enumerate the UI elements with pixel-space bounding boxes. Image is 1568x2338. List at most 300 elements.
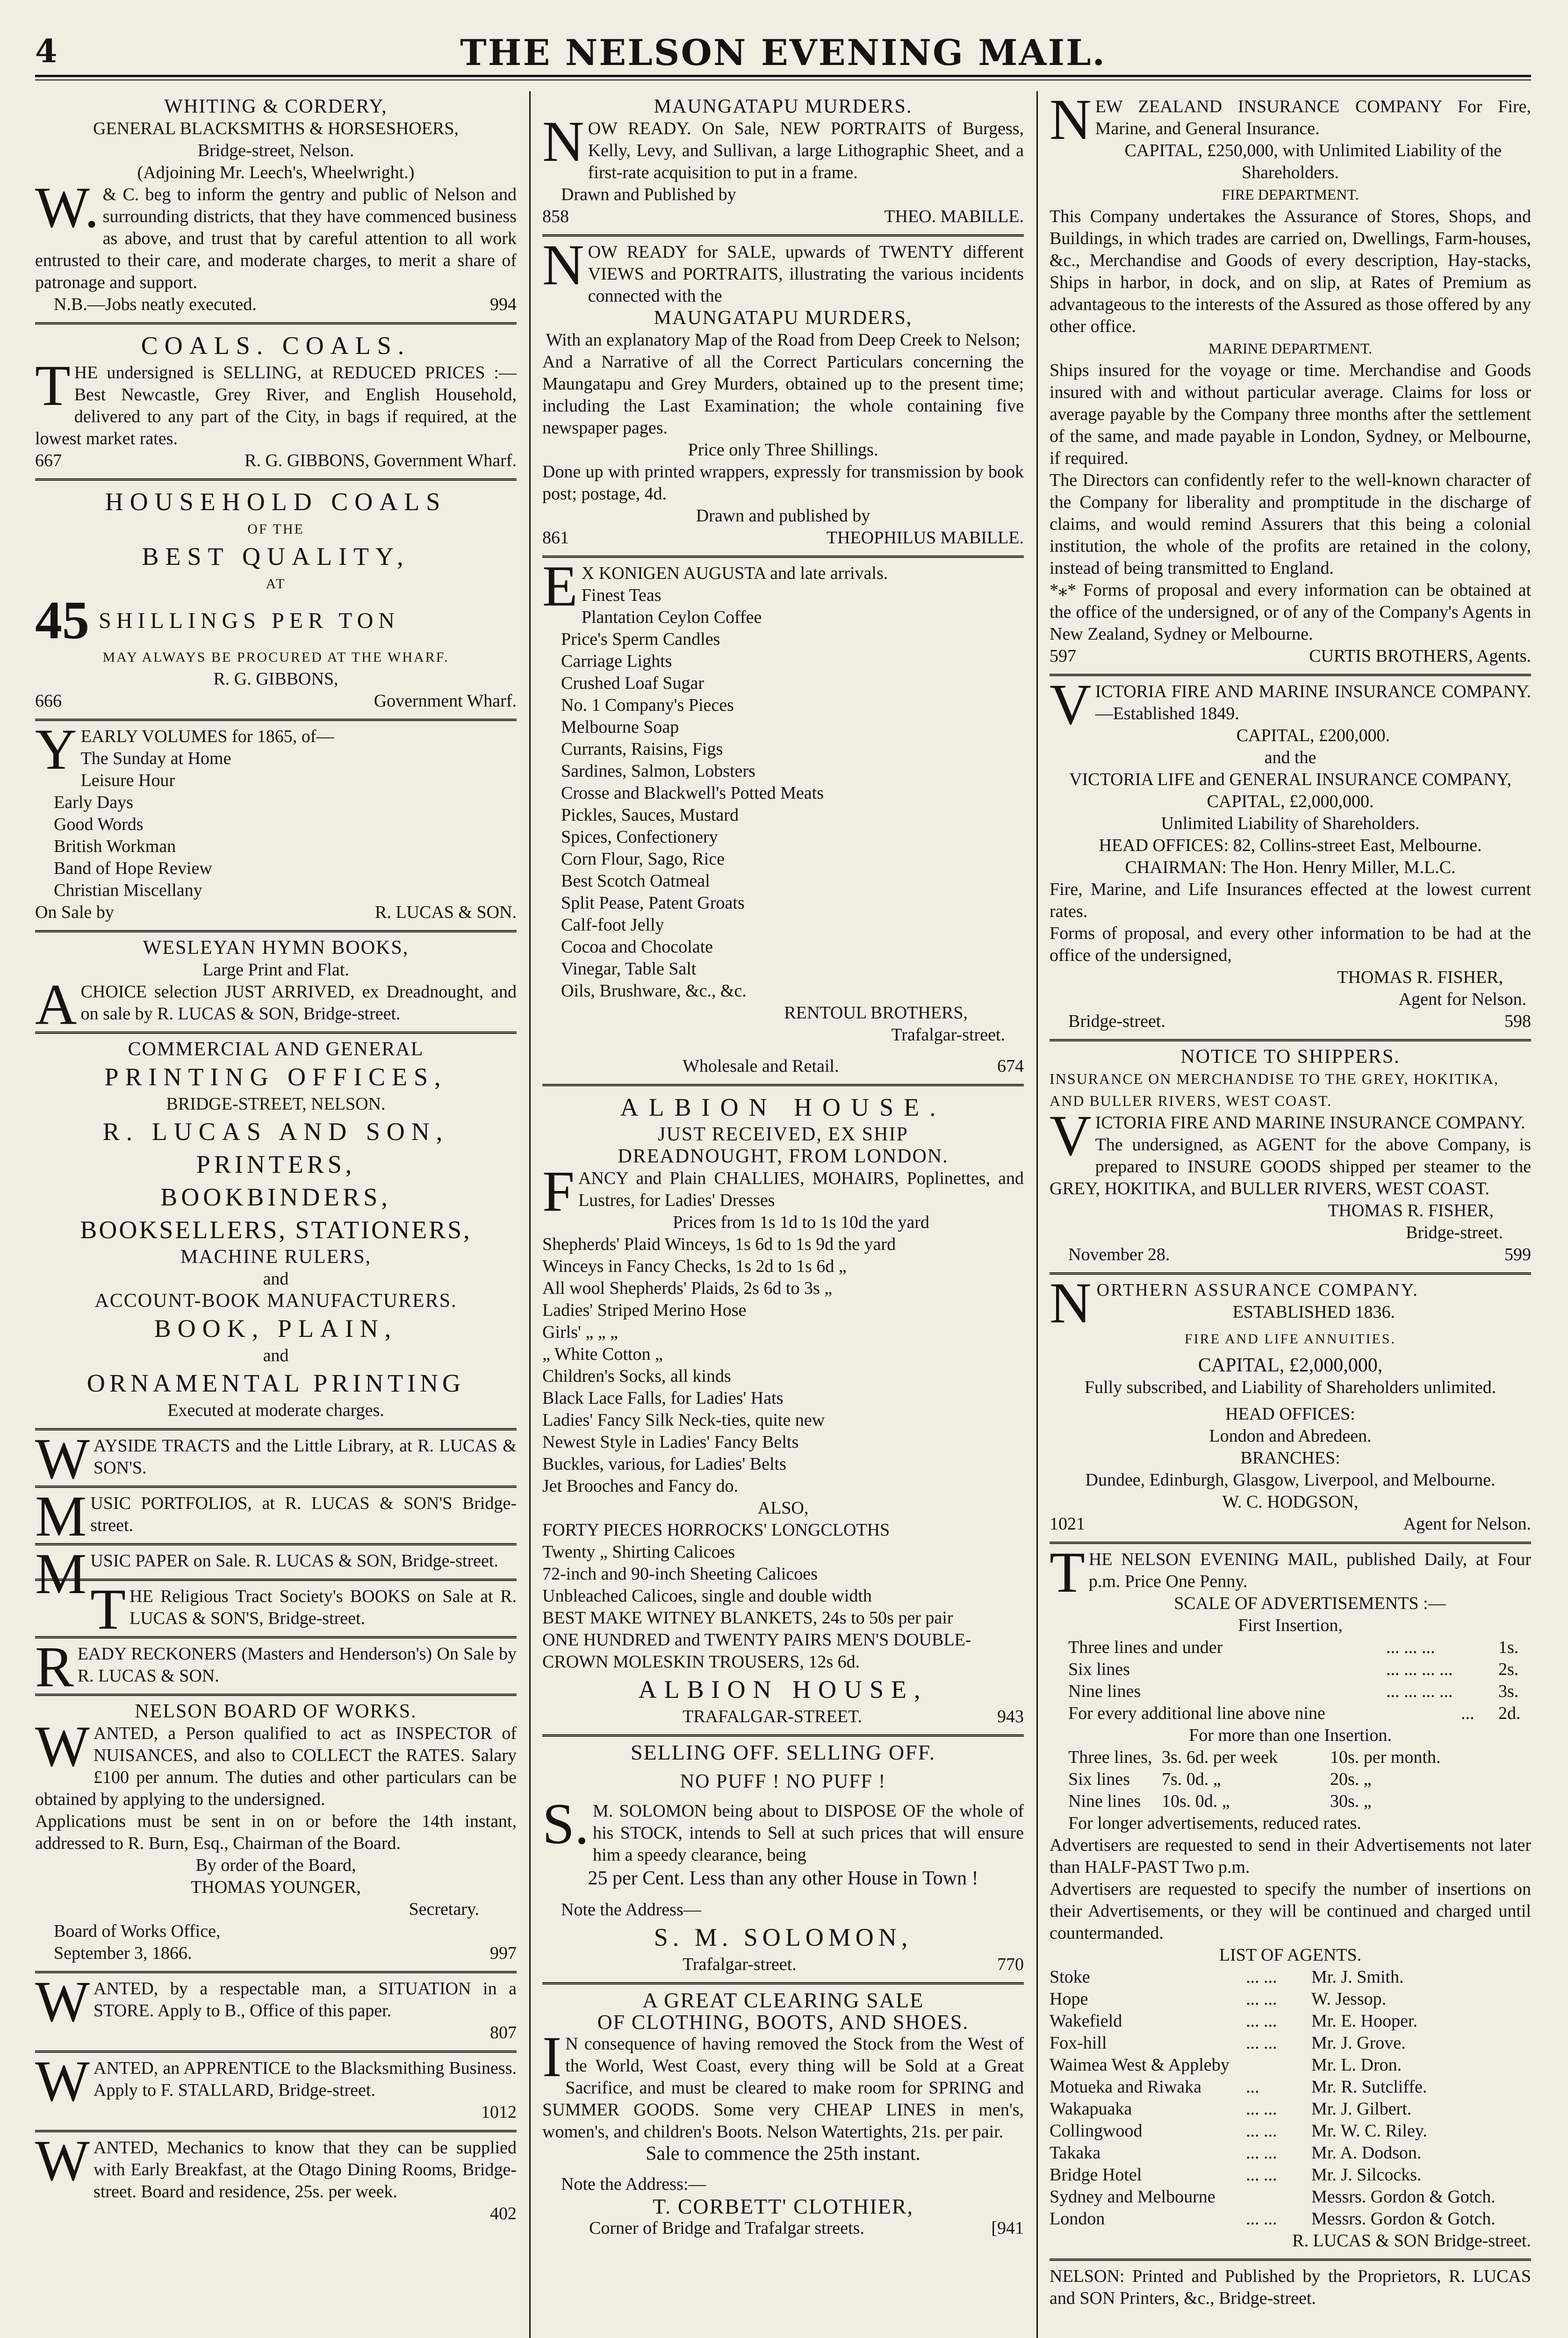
ad-signature: CURTIS BROTHERS, Agents. [1309,646,1531,666]
rate-label: Nine lines [1068,1681,1141,1701]
ad-heading: LIST OF AGENTS. [1219,1945,1362,1965]
list-item: Newest Style in Ladies' Fancy Belts [542,1432,799,1452]
list-item: Buckles, various, for Ladies' Belts [542,1454,786,1474]
agent-place: Takaka [1050,2143,1101,2163]
ad-number: 598 [1504,1011,1531,1031]
ad-signature: R. G. GIBBONS, Government Wharf. [245,451,517,470]
list-item: All wool Shepherds' Plaids, 2s 6d to 3s „ [542,1278,833,1298]
ad-lead: THE NELSON EVENING MAIL, published Daily, at Four p.m. Price One Penny. [1050,1540,1531,1604]
agent-row [1050,1966,1531,1988]
ad-whiting-cordery [35,91,517,325]
list-item: Currants, Raisins, Figs [561,739,723,759]
rate-label: Three lines, [1068,1747,1152,1767]
ad-text: PRINTERS, [196,1150,356,1178]
agent-name: Messrs. Gordon & Gotch. [1311,2187,1496,2207]
list-item: Crushed Loaf Sugar [561,673,705,693]
ad-body: The Directors can confidently refer to the well-known character of the Company for liberality and promptitude in the discharge of claims, and would remind Assurers that this being a colonial institution, the whole of the profits are retained in the colony, instead of being transmitted to England. [1050,470,1531,578]
agent-place: Motueka and Riwaka [1050,2077,1202,2097]
list-item: Ladies' Fancy Silk Neck-ties, quite new [542,1410,825,1430]
list-item: Twenty „ Shirting Calicoes [542,1542,735,1562]
price-unit: SHILLINGS PER TON [99,608,400,633]
ad-number: 858 [542,207,569,226]
rate-row [1050,1790,1531,1812]
ad-signature: RENTOUL BROTHERS, [784,1003,968,1023]
rate-label: Six lines [1068,1660,1130,1679]
ad-wanted-apprentice [35,2049,517,2132]
agent-place: Fox-hill [1050,2033,1107,2053]
ad-title: COALS. COALS. [141,332,411,360]
ad-text: For more than one Insertion. [1189,1725,1392,1745]
rate-month: 20s. „ [1330,1769,1372,1789]
ad-text: CAPITAL, £2,000,000. [1207,792,1374,811]
ad-body: Forms of proposal, and every other information to be had at the office of the undersigned, [1050,924,1531,965]
list-item: Black Lace Falls, for Ladies' Hats [542,1388,784,1408]
ad-body: Advertisers are requested to specify the number of insertions on their Advertisements, or they will be continued and charged until countermanded. [1050,1879,1531,1943]
ad-body: THE Religious Tract Society's BOOKS on Sale at R. LUCAS & SON'S, Bridge-street. [90,1577,517,1641]
agent-name: Mr. A. Dodson. [1311,2143,1422,2163]
ad-wanted-mechanics [35,2129,517,2231]
goods-list [542,1234,1024,1497]
ad-body: NOW READY. On Sale, NEW PORTRAITS of Burgess, Kelly, Levy, and Sullivan, a large Lithographic Sheet, and a first-rate acquisition to put in a frame. [542,109,1024,182]
ad-lead: VICTORIA FIRE AND MARINE INSURANCE COMPANY.—Established 1849. [1050,672,1531,736]
agent-name: Mr. J. Grove. [1311,2033,1406,2053]
list-item: Early Days [54,793,133,812]
ad-signature: R. LUCAS & SON. [375,902,517,922]
ad-subtitle: NO PUFF ! NO PUFF ! [680,1771,886,1792]
agent-row [1050,2208,1531,2230]
agent-dots: ... ... [1246,2165,1277,2185]
list-item: BEST MAKE WITNEY BLANKETS, 24s to 50s per pair [542,1608,953,1628]
ad-text: MACHINE RULERS, [180,1246,372,1268]
column-1 [35,91,517,2231]
ad-text: CAPITAL, £200,000. [1236,726,1390,745]
ad-subtitle: DREADNOUGHT, FROM LONDON. [618,1146,949,1167]
ad-text: First Insertion, [1238,1616,1343,1635]
list-item: ONE HUNDRED and TWENTY PAIRS MEN'S DOUBLE-CROWN MOLESKIN TROUSERS, 12s 6d. [542,1630,971,1672]
ad-body: ACHOICE selection JUST ARRIVED, ex Dreadnought, and on sale by R. LUCAS & SON, Bridge-street. [35,973,517,1037]
ad-body: MUSIC PAPER on Sale. R. LUCAS & SON, Bridge-street. [35,1542,498,1606]
agent-row [1050,2098,1531,2120]
ad-lead: FANCY and Plain CHALLIES, MOHAIRS, Poplinettes, and Lustres, for Ladies' Dresses [542,1159,1024,1223]
ad-street: Bridge-street, Nelson. [197,141,354,160]
ad-text: Fully subscribed, and Liability of Shareholders unlimited. [1084,1378,1496,1397]
ad-text: AT [266,576,286,592]
ad-number: 674 [997,1056,1024,1076]
ad-music-paper [35,1542,517,1606]
list-item: Crosse and Blackwell's Potted Meats [561,783,824,803]
page-number: 4 [35,33,58,70]
agent-place: Hope [1050,1989,1088,2009]
ad-text: Executed at moderate charges. [167,1400,384,1420]
ad-text: BOOKSELLERS, STATIONERS, [80,1216,472,1244]
ad-clearing-sale [542,1984,1024,2246]
ad-text: Board of Works Office, [54,1921,221,1941]
agent-place: Waimea West & Appleby [1050,2055,1230,2075]
agent-row [1050,2076,1531,2098]
ad-lead: EX KONIGEN AUGUSTA and late arrivals. [542,554,888,618]
ad-printing-offices [35,1034,517,1430]
ad-footnote: N.B.—Jobs neatly executed. [54,295,257,314]
list-item: Carriage Lights [561,651,672,671]
agent-row [1050,2142,1531,2164]
ad-title: ALBION HOUSE. [620,1093,946,1121]
ad-maungatapu-views [542,233,1024,558]
rate-price: 2d. [1498,1703,1521,1723]
agent-place: London [1050,2209,1105,2229]
agent-dots: ... ... [1246,2033,1277,2053]
ad-number: 402 [490,2204,517,2223]
ad-konigen-augusta [542,554,1024,1086]
list-item: Girls' „ „ „ [542,1322,618,1342]
list-item: Vinegar, Table Salt [561,959,697,979]
masthead-rule [35,75,1531,77]
ad-number: 861 [542,528,569,548]
column-2 [542,91,1024,2246]
agent-row [1050,2010,1531,2032]
ad-text: ACCOUNT-BOOK MANUFACTURERS. [94,1290,457,1312]
ad-text: OF THE [247,521,304,537]
ad-subtitle: Large Print and Flat. [202,960,349,980]
list-item: Pickles, Sauces, Mustard [561,805,739,825]
list-item: British Workman [54,837,176,856]
ad-text: Sale to commence the 25th instant. [646,2143,921,2165]
ad-number: 666 [35,691,62,711]
ad-title: MAUNGATAPU MURDERS. [654,96,913,117]
list-item: Band of Hope Review [54,859,212,878]
list-item: FORTY PIECES HORROCKS' LONGCLOTHS [542,1520,890,1540]
ad-body: WANTED, by a respectable man, a SITUATION in a STORE. Apply to B., Office of this paper. [35,1970,517,2034]
ad-board-of-works [35,1696,517,1973]
list-item: Good Words [54,815,144,834]
agent-dots: ... ... [1246,1989,1277,2009]
agent-name: Mr. J. Gilbert. [1311,2099,1412,2119]
ad-signature: T. CORBETT' CLOTHIER, [653,2194,913,2218]
ad-text: Dundee, Edinburgh, Glasgow, Liverpool, and Melbourne. [1085,1470,1496,1490]
ad-title: A GREAT CLEARING SALE [642,1988,924,2012]
ad-title: HOUSEHOLD COALS [105,488,447,516]
rate-price: 1s. [1498,1638,1519,1657]
rate-price: 2s. [1498,1660,1519,1679]
list-item: Shepherds' Plaid Winceys, 1s 6d to 1s 9d the yard [542,1234,896,1254]
ad-hymn-books [35,932,517,1037]
list-item: Cocoa and Chocolate [561,937,713,957]
ad-yearly-volumes [35,717,517,932]
price-figure: 45 [35,591,89,650]
rate-row [1050,1703,1531,1725]
list-item: Calf-foot Jelly [561,915,664,935]
ad-signature: THOMAS R. FISHER, [1337,967,1503,987]
list-item: Sardines, Salmon, Lobsters [561,761,755,781]
ad-music-portfolios [35,1484,517,1548]
list-item: Children's Socks, all kinds [542,1366,731,1386]
ad-street: Trafalgar-street. [683,1955,797,1974]
list-item: No. 1 Company's Pieces [561,695,734,715]
ad-body: *⁎* Forms of proposal and every information can be obtained at the office of the undersigned, or of any of the Company's Agents in New Zealand, Sydney or Melbourne. [1050,580,1531,644]
ad-price: Prices from 1s 1d to 1s 10d the yard [673,1212,929,1232]
ad-body: THE undersigned is SELLING, at REDUCED PRICES :— Best Newcastle, Grey River, and English Household, delivered to any part of the City, in bags if required, at the lowest market rates. [35,354,517,448]
ad-number: 807 [490,2023,517,2042]
ad-text: Wholesale and Retail. [683,1056,839,1076]
ad-title: NELSON BOARD OF WORKS. [135,1701,417,1722]
agent-row [1050,2164,1531,2186]
rate-dots: ... [1461,1703,1474,1723]
agent-dots: ... ... [1246,2209,1277,2229]
agent-name: Mr. J. Smith. [1311,1967,1404,1987]
masthead-rule-thin [35,79,1531,80]
ad-street: Government Wharf. [374,691,517,711]
agent-row [1050,2186,1531,2208]
list-item: Split Pease, Patent Groats [561,893,745,913]
agent-name: Mr. E. Hooper. [1311,2011,1417,2031]
agent-place: Sydney and Melbourne [1050,2187,1216,2207]
agent-dots: ... ... [1246,2011,1277,2031]
ad-text: BOOKBINDERS, [160,1183,391,1211]
list-item: Finest Teas [581,585,662,605]
ad-text: BEST QUALITY, [142,542,410,570]
ad-number: 770 [997,1955,1024,1974]
ad-text: PRINTING OFFICES, [104,1063,447,1091]
rate-row [1050,1768,1531,1790]
ad-household-coals [35,481,517,721]
ad-text: Drawn and published by [696,506,870,526]
agent-dots: ... ... [1246,2143,1277,2163]
ad-subtitle: OF CLOTHING, BOOTS, AND SHOES. [597,2011,969,2034]
column-divider [1036,91,1038,2338]
ad-number: 997 [490,1943,517,1963]
ad-text: CAPITAL, £250,000, with Unlimited Liability of the Shareholders. [1124,141,1502,182]
ad-text: ORNAMENTAL PRINTING [86,1369,465,1397]
agent-dots: ... [1246,2077,1259,2097]
ad-body: W.& C. beg to inform the gentry and public of Nelson and surrounding districts, that they have commenced business as above, and trust that by careful attention to all work entrusted to their care, and moderate charges, to merit a share of patronage and support. [35,175,517,292]
agent-name: Mr. L. Dron. [1311,2055,1402,2075]
ad-title: MAUNGATAPU MURDERS, [654,307,913,329]
rate-dots: ... ... ... [1386,1638,1435,1657]
column-divider [529,91,531,2338]
ad-body: The undersigned, as AGENT for the above Company, is prepared to INSURE GOODS shipped per steamer to the GREY, HOKITIKA, and BULLER RIVERS, WEST COAST. [1050,1135,1531,1198]
list-item: Best Scotch Oatmeal [561,871,710,891]
ad-nz-insurance [1050,87,1531,676]
ad-body: And a Narrative of all the Correct Particulars concerning the Maungatapu and Grey Murders, obtained up to the present time; including the Last Examination; the whole containing five newspaper pages. [542,352,1024,438]
ad-title: WHITING & CORDERY, [164,96,388,117]
rate-label: For every additional line above nine [1068,1703,1325,1723]
ad-text: For longer advertisements, reduced rates. [1068,1813,1361,1833]
list-item: Jet Brooches and Fancy do. [542,1476,738,1496]
agent-place: Bridge Hotel [1050,2165,1142,2185]
volume-list [35,748,517,902]
ad-title: COMMERCIAL AND GENERAL [128,1039,424,1060]
ad-text: MAY ALWAYS BE PROCURED AT THE WHARF. [102,649,449,665]
list-item: Spices, Confectionery [561,827,718,847]
ad-text: CAPITAL, £2,000,000, [1198,1355,1383,1376]
ad-title: SCALE OF ADVERTISEMENTS :— [1174,1594,1446,1613]
list-item: Melbourne Soap [561,717,679,737]
ad-subtitle: INSURANCE ON MERCHANDISE TO THE GREY, HOKITIKA, AND BULLER RIVERS, WEST COAST. [1050,1070,1499,1109]
ad-signature: W. C. HODGSON, [1222,1492,1359,1512]
ad-lead: YEARLY VOLUMES for 1865, of— [35,717,334,781]
ad-body: WANTED, Mechanics to know that they can be supplied with Early Breakfast, at the Otago Dining Rooms, Bridge-street. Board and residence, 25s. per week. [35,2129,517,2201]
agent-name: W. Jessop. [1311,1989,1387,2009]
ad-text: ALBION HOUSE, [638,1675,928,1703]
ad-text: Agent for Nelson. [1398,989,1526,1009]
ad-text: VICTORIA LIFE and GENERAL INSURANCE COMPANY, [1069,770,1511,789]
ad-street: Trafalgar-street. [891,1025,1005,1045]
ad-title: WESLEYAN HYMN BOOKS, [143,937,409,959]
ad-number: 1012 [481,2102,517,2122]
ad-text: With an explanatory Map of the Road from Deep Creek to Nelson; [546,330,1021,350]
goods-list [542,1519,1024,1673]
ad-ready-reckoners [35,1635,517,1699]
newspaper-title: THE NELSON EVENING MAIL. [460,32,1106,73]
ad-body: S.M. SOLOMON being about to DISPOSE OF the whole of his STOCK, intends to Sell at such prices that will ensure him a speedy clearance, being [542,1792,1024,1865]
list-item: The Sunday at Home [80,749,231,768]
ad-text: Drawn and Published by [561,185,736,204]
ad-selling-off [542,1737,1024,1984]
ad-number: 994 [490,295,517,314]
rate-month: 30s. „ [1330,1791,1372,1811]
ad-number: 943 [997,1707,1024,1726]
agent-dots [1246,2186,1311,2208]
rate-row [1050,1659,1531,1681]
ad-street: Bridge-street. [1406,1223,1503,1242]
imprint-text: NELSON: Printed and Published by the Proprietors, R. LUCAS and SON Printers, &c., Bridge-street. [1050,2266,1531,2308]
agent-name: Messrs. Gordon & Gotch. [1311,2209,1496,2229]
ad-northern-assurance [1050,1271,1531,1544]
ad-text: R. LUCAS AND SON, [102,1118,449,1146]
list-item: Corn Flour, Sago, Rice [561,849,725,869]
list-item: Christian Miscellany [54,880,202,900]
rate-dots: ... ... ... ... [1386,1681,1453,1701]
ad-body: Applications must be sent in on or before the 14th instant, addressed to R. Burn, Esq., Chairman of the Board. [35,1811,517,1853]
ad-subtitle: GENERAL BLACKSMITHS & HORSESHOERS, [93,119,459,138]
agent-name: Mr. J. Silcocks. [1311,2165,1422,2185]
ad-subtitle: FIRE AND LIFE ANNUITIES. [1185,1331,1396,1347]
ad-signature: THOMAS YOUNGER, [191,1877,361,1897]
imprint [1050,2261,1531,2316]
rate-row [1050,1681,1531,1703]
ad-text: ALSO, [757,1498,809,1518]
ad-note: (Adjoining Mr. Leech's, Wheelwright.) [137,163,415,182]
list-item: Oils, Brushware, &c., &c. [561,981,747,1001]
list-item: Price's Sperm Candles [561,629,720,649]
agent-place: Collingwood [1050,2121,1143,2141]
list-item: Ladies' Striped Merino Hose [542,1300,747,1320]
ad-body: Ships insured for the voyage or time. Merchandise and Goods insured with and without particular average. Claims for loss or average payable by the Company three months after the settlement of the same, and made payable in London, Sydney, or Melbourne, if required. [1050,361,1531,468]
ad-text: London and Abredeen. [1209,1426,1372,1446]
agent-row [1050,2054,1531,2076]
ad-coals [35,325,517,481]
ad-date: November 28. [1068,1245,1170,1264]
rate-row [1050,1746,1531,1768]
ad-text: 25 per Cent. Less than any other House in Town ! [588,1868,978,1889]
ad-body: WANTED, a Person qualified to act as INSPECTOR of NUISANCES, and also to COLLECT the RATES. Salary £100 per annum. The duties and other particulars can be obtained by applying to the undersigned. [35,1714,517,1809]
rate-row [1050,1637,1531,1659]
ad-signature: S. M. SOLOMON, [654,1923,913,1951]
ad-text: HEAD OFFICES: 82, Collins-street East, Melbourne. [1099,836,1482,855]
ad-body: This Company undertakes the Assurance of Stores, Shops, and Buildings, in which trades are carried on, Dwellings, Farm-houses, &c., Merchandise and Goods of every description, Hay-stacks, Ships in harbor, in dock, and on slip, at Rates of Premium as advantageous to the interests of the Assured as those offered by any other office. [1050,207,1531,336]
rate-month: 10s. per month. [1330,1747,1441,1767]
ad-religious-tracts [35,1577,517,1641]
list-item: 72-inch and 90-inch Sheeting Calicoes [542,1564,818,1584]
ad-number: [941 [991,2218,1024,2238]
agent-place: Wakapuaka [1050,2099,1132,2119]
ad-text: and the [1264,748,1316,767]
ad-evening-mail-rates [1050,1540,1531,2261]
ad-lead: VICTORIA FIRE AND MARINE INSURANCE COMPANY. [1050,1104,1525,1168]
ad-maungatapu-portraits [542,91,1024,237]
ad-street: BRIDGE-STREET, NELSON. [166,1094,386,1114]
agent-place: Stoke [1050,1967,1090,1987]
rate-week: 10s. 0d. „ [1162,1791,1230,1811]
rate-label: Nine lines [1068,1791,1141,1811]
ad-street: Bridge-street. [1068,1011,1165,1031]
ad-body: WAYSIDE TRACTS and the Little Library, at R. LUCAS & SON'S. [35,1427,517,1491]
ad-signature: R. G. GIBBONS, [213,669,338,689]
rate-price: 3s. [1498,1681,1519,1701]
ad-text: Note the Address— [561,1900,701,1919]
agent-place: Wakefield [1050,2011,1122,2031]
rate-label: Six lines [1068,1769,1130,1789]
ad-signature: R. LUCAS & SON Bridge-street. [1292,2231,1531,2251]
ad-date: September 3, 1866. [54,1943,192,1963]
agent-dots [1246,2054,1311,2076]
ad-body: NOW READY for SALE, upwards of TWENTY different VIEWS and PORTRAITS, illustrating the various incidents connected with the [542,233,1024,306]
ad-body: MUSIC PORTFOLIOS, at R. LUCAS & SON'S Bridge-street. [35,1484,517,1548]
ad-body: READY RECKONERS (Masters and Henderson's) On Sale by R. LUCAS & SON. [35,1635,517,1699]
rate-week: 7s. 0d. „ [1162,1769,1221,1789]
ad-body: IN consequence of having removed the Stock from the West of the World, West Coast, every thing will be Sold at a Great Sacrifice, and must be cleared to make room for SPRING and SUMMER GOODS. Some very CHEAP LINES in men's, women's, and children's Boots. Nelson Watertights, 21s. per pair. [542,2025,1024,2142]
ad-number: 667 [35,451,62,470]
ad-street: TRAFALGAR-STREET. [683,1707,862,1726]
ad-signature: THEO. MABILLE. [884,207,1024,226]
list-item: Plantation Ceylon Coffee [581,607,762,627]
ad-lead: NEW ZEALAND INSURANCE COMPANY For Fire, Marine, and General Insurance. [1050,87,1531,152]
ad-text: BOOK, PLAIN, [154,1314,398,1342]
ad-text: On Sale by [35,902,114,922]
ad-text: CHAIRMAN: The Hon. Henry Miller, M.L.C. [1125,858,1456,877]
ad-victoria-insurance [1050,672,1531,1041]
ad-notice-to-shippers [1050,1041,1531,1275]
ad-body: Done up with printed wrappers, expressly for transmission by book post; postage, 4d. [542,462,1024,504]
agent-row [1050,1988,1531,2010]
ad-title: SELLING OFF. SELLING OFF. [630,1740,936,1764]
price-line [35,591,517,650]
list-item: Leisure Hour [80,771,175,790]
rate-week: 3s. 6d. per week [1162,1747,1278,1767]
agent-dots: ... ... [1246,1967,1277,1987]
ad-heading: HEAD OFFICES: [1225,1404,1355,1424]
agent-dots: ... ... [1246,2121,1277,2141]
ad-body: Fire, Marine, and Life Insurances effected at the lowest current rates. [1050,880,1531,921]
ad-text: Agent for Nelson. [1403,1514,1531,1534]
agent-row [1050,2032,1531,2054]
ad-heading: MARINE DEPARTMENT. [1208,340,1373,357]
ad-signature: THOMAS R. FISHER, [1328,1201,1494,1220]
ad-body: Advertisers are requested to send in their Advertisements not later than HALF-PAST Two p.m. [1050,1835,1531,1877]
agent-name: Mr. R. Sutcliffe. [1311,2077,1427,2097]
ad-text: By order of the Board, [195,1855,356,1875]
ad-body: WANTED, an APPRENTICE to the Blacksmithing Business. Apply to F. STALLARD, Bridge-street. [35,2049,517,2113]
agent-row [1050,2120,1531,2142]
rate-dots: ... ... ... ... [1386,1660,1453,1679]
agent-name: Mr. W. C. Riley. [1311,2121,1427,2141]
list-item: Winceys in Fancy Checks, 1s 2d to 1s 6d „ [542,1256,847,1276]
ad-text: and [263,1269,289,1289]
ad-price: Price only Three Shillings. [688,440,878,460]
ad-street: Corner of Bridge and Trafalgar streets. [589,2218,864,2238]
ad-text: Unlimited Liability of Shareholders. [1161,814,1420,833]
ad-number: 597 [1050,646,1076,666]
grocery-list [542,584,1024,1002]
